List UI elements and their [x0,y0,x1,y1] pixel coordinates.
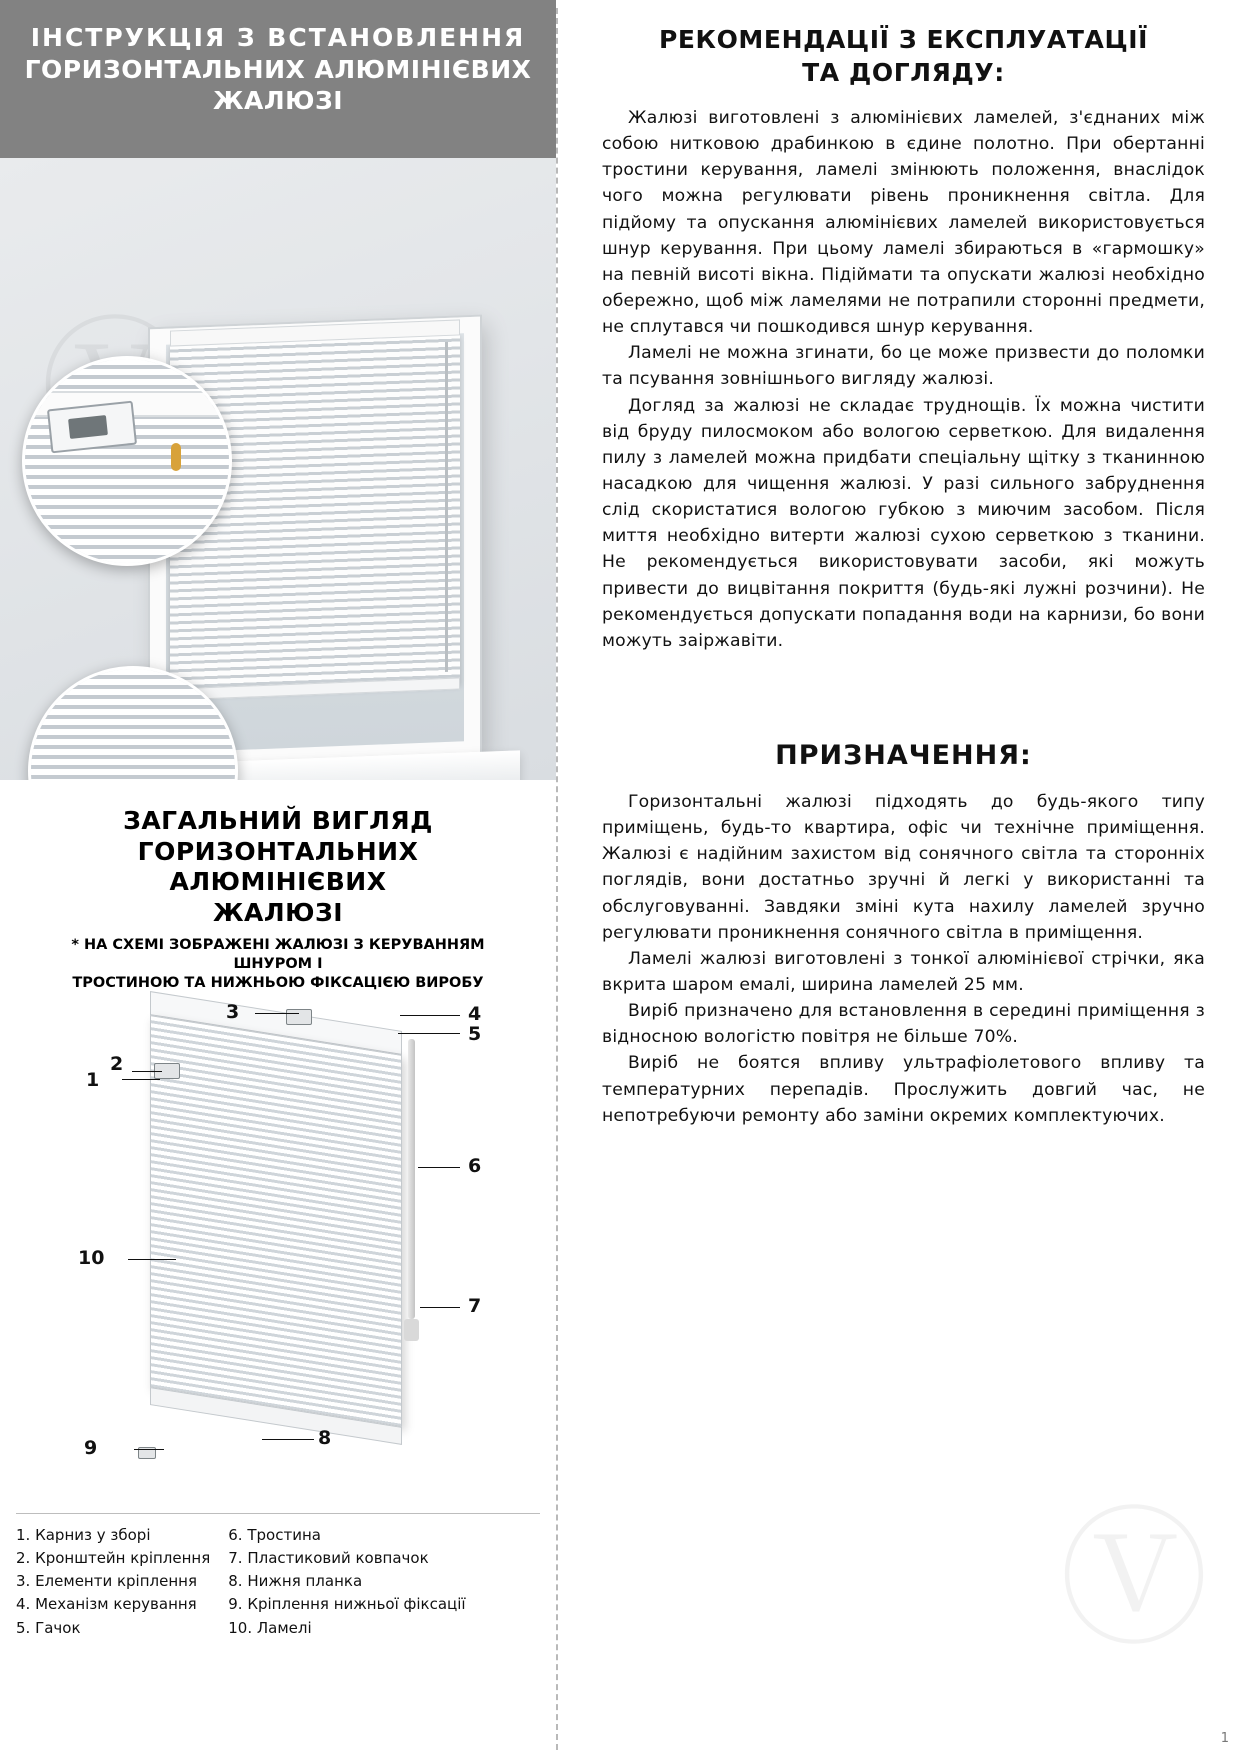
overview-title-block [0,780,556,993]
legend-column-left [16,1524,210,1640]
paragraph: Горизонтальні жалюзі підходять до будь-якого типу приміщень, будь-то квартира, офіс чи технічне приміщення. Жалюзі є надійним захистом від сонячного світла та сторонніх поглядів, вони достатньо зручні й легкі у використанні та обслуговуванні. Завдяки зміні кута нахилу ламелей зручно регулювати проникнення сонячного світла в приміщення. [602,791,1205,943]
blind-headrail [170,319,460,346]
page-number: 1 [1220,1731,1229,1746]
callout-number-4: 4 [468,1002,482,1025]
list-item: 8. Нижня планка [228,1572,363,1591]
detail-callout-bottom [28,666,238,780]
purpose-body [602,789,1205,1129]
list-item: 3. Елементи кріплення [16,1572,197,1591]
callout-cord-end [171,443,181,471]
leader-9 [134,1449,164,1451]
parts-legend [16,1513,540,1640]
instruction-header [0,0,556,158]
detail-callout-top [22,356,232,566]
list-item: 9. Кріплення нижньої фіксації [228,1595,466,1614]
overview-note-line-1: * НА СХЕМІ ЗОБРАЖЕНІ ЖАЛЮЗІ З КЕРУВАННЯМ ШНУРОМ І [71,937,485,972]
recommendations-body [602,105,1205,654]
paragraph: Виріб призначено для встановлення в середині приміщення з відносною вологістю повітря не більше 70%. [602,1001,1205,1048]
list-item: 5. Гачок [16,1618,81,1637]
overview-note [30,936,526,993]
leader-7 [420,1307,460,1309]
header-line-3: ЖАЛЮЗІ [212,86,344,115]
leader-6 [418,1167,460,1169]
list-item: 4. Механізм керування [16,1595,197,1614]
purpose-title: ПРИЗНАЧЕННЯ: [775,739,1032,771]
overview-note-line-2: ТРОСТИНОЮ ТА НИЖНЬОЮ ФІКСАЦІЄЮ ВИРОБУ [72,974,484,991]
left-column [0,0,556,1758]
list-item: 7. Пластиковий ковпачок [228,1548,429,1567]
leader-10 [128,1259,176,1261]
control-cord [445,342,448,672]
callout-number-9: 9 [84,1436,98,1459]
diagram-slats [150,1015,402,1427]
diagram-wand-cap [404,1319,419,1341]
list-item: 10. Ламелі [228,1618,312,1637]
paragraph: Ламелі не можна згинати, бо це може призвести до поломки та псування зовнішнього вигляду жалюзі. [602,343,1205,390]
callout-slats [25,359,229,563]
callout-slats-2 [31,669,235,780]
callout-number-1: 1 [86,1068,100,1091]
leader-8 [262,1439,314,1441]
header-line-1: ІНСТРУКЦІЯ З ВСТАНОВЛЕННЯ [30,23,526,52]
header-line-2: ГОРИЗОНТАЛЬНИХ АЛЮМІНІЄВИХ [24,54,532,84]
list-item: 1. Карниз у зборі [16,1525,151,1544]
callout-number-2: 2 [110,1052,124,1075]
overview-title-line-1: ЗАГАЛЬНИЙ ВИГЛЯД [123,806,433,835]
recommendations-title [602,24,1205,89]
leader-1 [122,1079,160,1081]
legend-column-right [228,1524,465,1640]
leader-5 [398,1033,460,1035]
leader-3 [255,1013,299,1015]
overview-title-line-2: ГОРИЗОНТАЛЬНИХ АЛЮМІНІЄВИХ [137,836,419,896]
diagram-bracket-right [286,1009,312,1025]
installation-photo [0,158,556,780]
right-column [556,0,1245,1758]
paragraph: Ламелі жалюзі виготовлені з тонкої алюмінієвої стрічки, яка вкрита шаром емалі, ширина ламелей 25 мм. [602,948,1205,995]
callout-number-10: 10 [78,1246,105,1269]
callout-number-7: 7 [468,1294,482,1317]
leader-4 [400,1015,460,1017]
list-item: 6. Тростина [228,1525,321,1544]
leader-2 [132,1071,162,1073]
callout-number-8: 8 [318,1426,332,1449]
watermark-icon: Ⓥ [1058,1493,1209,1667]
recommendations-title-line-2: ТА ДОГЛЯДУ: [802,57,1005,87]
blinds-parts-diagram [0,997,556,1507]
callout-number-6: 6 [468,1154,482,1177]
recommendations-title-line-1: РЕКОМЕНДАЦІЇ З ЕКСПЛУАТАЦІЇ [658,25,1149,54]
callout-bracket-clip [68,415,108,439]
diagram-tilt-wand [408,1039,415,1319]
callout-number-3: 3 [226,1000,240,1023]
list-item: 2. Кронштейн кріплення [16,1548,211,1567]
paragraph: Жалюзі виготовлені з алюмінієвих ламелей, з'єднаних між собою нитковою драбинкою в єдине полотно. При обертанні тростини керування, ламелі змінюють положення, внаслідок чого можна регулювати рівень проникнення світла. Для підйому та опускання алюмінієвих ламелей використовується шнур керування. При цьому ламелі збираються в «гармошку» на певній висоті вікна. Підіймати та опускати жалюзі необхідно обережно, щоб між ламелями не потрапили сторонні предмети, не сплутався чи пошкодився шнур керування. [602,108,1205,338]
paragraph: Догляд за жалюзі не складає труднощів. Їх можна чистити від бруду пилосмоком або вологою серветкою. Для видалення пилу з ламелей можна придбати спеціальну щітку з тканинною насадкою для чищення жалюзі. У разі сильного забруднення слід скористатися вологою губкою з миючим засобом. Після миття необхідно витерти жалюзі сухою серветкою з тканини. Не рекомендується використовувати засоби, які можуть привести до вицвітання покриття (будь-які лужні розчини). Не рекомендується допускати попадання води на карнизи, бо вони можуть заіржавіти. [602,395,1205,651]
overview-title-line-3: ЖАЛЮЗІ [212,897,344,927]
callout-number-5: 5 [468,1022,482,1045]
paragraph: Виріб не боятся впливу ультрафіолетового впливу та температурних перепадів. Прослужить довгий час, не непотребуючи ремонту або заміни окремих комплектуючих. [602,1053,1205,1126]
